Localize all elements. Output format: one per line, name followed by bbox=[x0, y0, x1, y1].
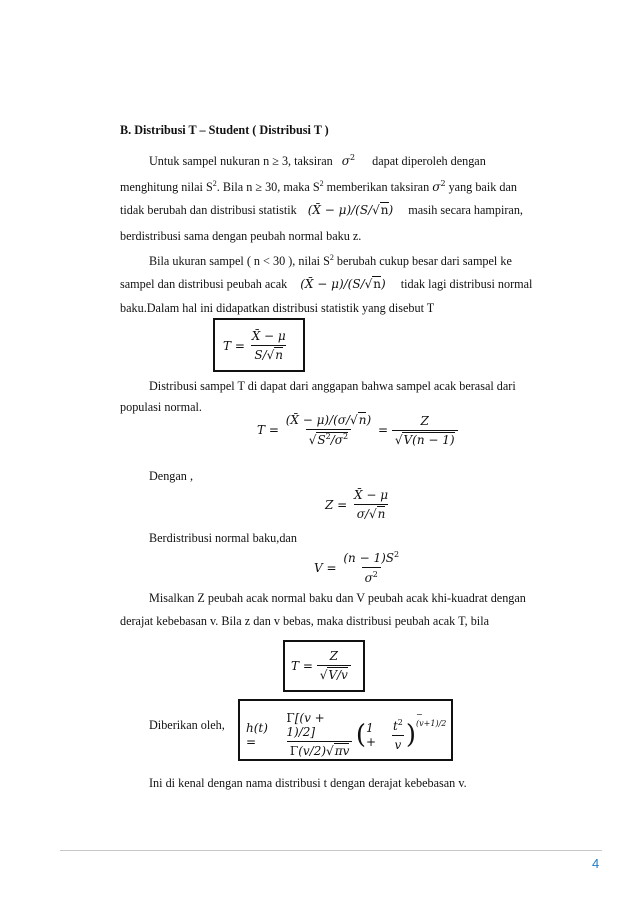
formula-v: V = $\frac{(n - 1)S^2}{\sigma^2}$ bbox=[314, 550, 400, 585]
dengan-label: Dengan , bbox=[149, 469, 193, 483]
berdistribusi-label: Berdistribusi normal baku,dan bbox=[149, 531, 297, 545]
paragraph-1-line-2: menghitung nilai $S^2$. Bila n ≥ 30, maka $S^2$ memberikan taksiran $\sigma^2$ yang baik dan bbox=[120, 179, 517, 195]
paragraph-4-line-2: derajat kebebasan v. Bila z dan v bebas, maka distribusi peubah acak T, bila bbox=[120, 614, 489, 628]
formula-z: Z = $\frac{X̄ - \mu}{\sigma/√n}$ bbox=[325, 488, 389, 521]
paragraph-2: Bila ukuran sampel ( n < 30 ), nilai $S^2$ berubah cukup besar dari sampel ke bbox=[149, 253, 512, 269]
paragraph-1-line-3: tidak berubah dan distribusi statistik (X̄ − μ)/(S/√n) masih secara hampiran, bbox=[120, 203, 523, 217]
diberikan-label: Diberikan oleh, bbox=[149, 718, 225, 732]
formula-box-density: h(t) = $\frac{\Gamma[(v + 1)/2]}{\Gamma(v/2)√\pi v}$ ( 1 + $\frac{t^2}{v}$ ) −(v+1)/2 bbox=[238, 699, 453, 761]
formula-box-t: T = $\frac{X̄ - \mu}{S/√n}$ bbox=[213, 318, 305, 372]
formula-box-t-student: T = $\frac{Z}{√V/v}$ bbox=[283, 640, 365, 692]
paragraph-2-line-3: baku.Dalam hal ini didapatkan distribusi statistik yang disebut T bbox=[120, 301, 435, 315]
paragraph-4: Misalkan Z peubah acak normal baku dan V peubah acak khi-kuadrat dengan bbox=[149, 591, 526, 605]
formula-t-expanded: T = $\frac{(X̄ - \mu)/(\sigma/√n)}{√S^2/\sigma^2}$ = $\frac{Z}{√V(n - 1)}$ bbox=[257, 413, 458, 447]
paragraph-3-line-2: populasi normal. bbox=[120, 400, 202, 414]
page-number: 4 bbox=[592, 856, 600, 871]
paragraph-3: Distribusi sampel T di dapat dari anggapan bahwa sampel acak berasal dari bbox=[149, 379, 516, 393]
paragraph-1-line-4: berdistribusi sama dengan peubah normal baku z. bbox=[120, 229, 362, 243]
footer-divider bbox=[60, 850, 602, 851]
paragraph-2-line-2: sampel dan distribusi peubah acak (X̄ − μ)/(S/√n) tidak lagi distribusi normal bbox=[120, 277, 533, 291]
closing-sentence: Ini di kenal dengan nama distribusi t dengan derajat kebebasan v. bbox=[149, 776, 467, 790]
section-heading: B. Distribusi T – Student ( Distribusi T ) bbox=[120, 123, 329, 137]
paragraph-1: Untuk sampel nukuran n ≥ 3, taksiran $\sigma^2$ dapat diperoleh dengan bbox=[149, 153, 486, 168]
